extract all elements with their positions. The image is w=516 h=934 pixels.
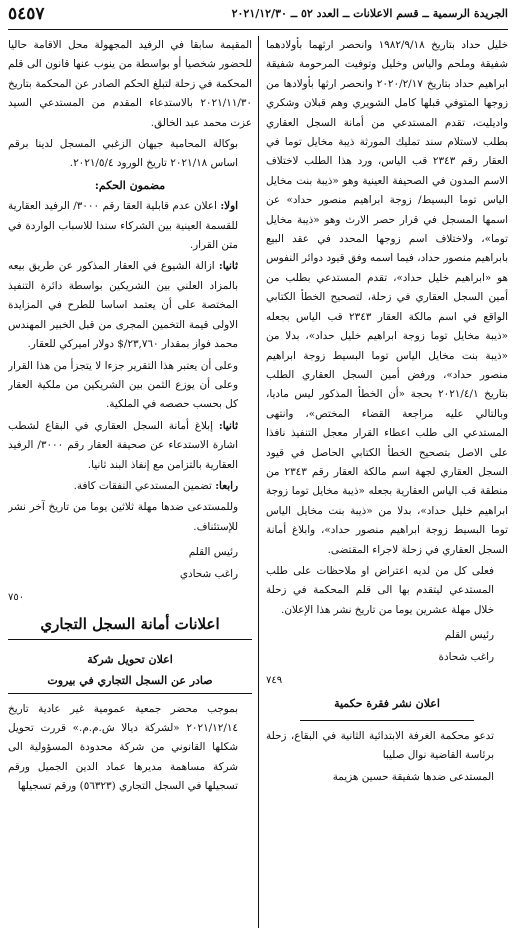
ruling-item-2-label: ثانيا: (218, 260, 238, 273)
company-conversion-title: اعلان تحويل شركة (87, 652, 173, 666)
right-signature-name: راغب شحادة (438, 650, 494, 663)
company-conversion-subtitle: صادر عن السجل التجاري في بيروت (8, 671, 252, 693)
column-divider (258, 36, 259, 928)
ruling-item-5 (8, 477, 252, 496)
right-signature-title: رئيس القلم (444, 629, 494, 642)
ruling-item-4 (8, 417, 252, 475)
notice-title-rule (300, 720, 474, 721)
right-paragraph-2: فعلى كل من لديه اعتراض او ملاحظات على طلب المستدعي ليتقدم بها الى قلم المحكمة في زحلة خلال مهلة عشرين يوما من تاريخ نشر هذا الإعلان. (266, 564, 494, 616)
left-paragraph-2: بوكالة المحامية جيهان الزغبي المسجل لدينا برقم اساس ٢٠٢١/١٨ تاريخ الورود ٢٠٢١/٥/٤. (8, 138, 238, 170)
page-number: ٥٤٥٧ (8, 4, 45, 24)
heading-rule (8, 639, 252, 640)
ruling-item-1-label: اولا: (220, 200, 238, 213)
header-title: الجريدة الرسمية ــ قسم الاعلانات ــ العدد ٥٢ ــ ٢٠٢١/١٢/٣٠ (231, 7, 508, 20)
ruling-item-4-text: إبلاغ أمانة السجل العقاري في البقاع لشطب اشارة الاستدعاء عن صحيفة العقار رقم ٣٠٠٠/ الرفيد العقارية بالتزامن مع إنفاذ البند ثانيا. (8, 419, 239, 471)
notice-number-749: ٧٤٩ (266, 675, 283, 686)
left-column (8, 36, 252, 926)
right-paragraph-1: خليل حداد بتاريخ ١٩٨٢/٩/١٨ وانحصر ارثهما بأولادهما شفيقة وملحم والياس وخليل وتوفيت المرحومة شفيقة ابراهيم حداد بتاريخ ٢٠٢٠/٢/١٧ وانحصر ارثها بأولادها من زوجها المتوفي قبلها كامل الشويري وهم قبلان وشكري واديليت، تقدم المستدعي من أمانة السجل العقاري بطلب لاستلام سند تمليك المورثة ذيبة مخايل توما في العقار رقم ٢٣٤٣ قب الياس، ورد هذا الطلب لاختلاف الاسم المدون في الصحيفة العينية وهو «ذيبة بنت مخايل الياس توما البسيط/ زوجة ابراهيم منصور حداد» عن اسمها المسجل في قرار حصر الارث وهو «ذيبة مخايل توما»، ولاختلاف اسم زوجها المحدد في عقد البيع بابراهيم منصور حداد، فيما اسمه وفق قيود دوائر النفوس هو «ابراهيم خليل حداد»، تقدم المستدعي بطلب من أمين السجل العقاري في زحلة، لتصحيح الخطأ الكتابي الواقع في اسم مالكة العقار ٢٣٤٣ قب الياس بجعله «ذيبة مخايل توما زوجة ابراهيم خليل حداد»، بدلا من «ذيبة بنت مخايل الياس توما البسيط زوجة ابراهيم منصور حداد»، ورفض أمين السجل العقاري الطلب بتاريخ ٢٠٢١/٤/١ بحجة «أن الخطأ المذكور ليس ماديا، وبالتالي عليه مراجعة القضاء المختص»، وانتهى المستدعي الى طلب اعطاء القرار معجل التنفيذ نافذا على الاصل بتصحيح الخطأ الكتابي الحاصل في قيود السجل العقاري لجهة اسم مالكة العقار رقم ٢٣٤٣ من منطقة قب الياس العقارية بجعله «ذيبة مخايل توما زوجة ابراهيم خليل حداد»، بدلا من «ذيبة بنت مخايل الياس توما البسيط زوجة ابراهيم منصور حداد»، وابلاغ أمانة السجل العقاري في زحلة لاجراء المقتضى. (266, 39, 508, 556)
ruling-item-6-text: وللمستدعى ضدها مهلة ثلاثين يوما من تاريخ آخر نشر للإستئناف. (8, 501, 238, 533)
ruling-item-2-text: ازالة الشيوع في العقار المذكور عن طريق بيعه بالمزاد العلني بين الشريكين بواسطة دائرة التنفيذ المختصة على أن يعتمد اساسا للطرح في المزايدة الاولى قيمة التخمين المجرى من قبل الخبير المهندس محمد فواز بمقدار ٢٣,٧٦٠/$ دولار اميركي للعقار. (8, 260, 238, 351)
page-header (8, 4, 508, 26)
ruling-item-1-text: اعلان عدم قابلية العقا رقم ٣٠٠٠/ الرفيد العقارية للقسمة العينية بين الشركاء سندا للاسباب الواردة في متن القرار. (8, 200, 238, 252)
ruling-item-5-text: تضمين المستدعي النفقات كافة. (73, 479, 216, 492)
left-signature-title: رئيس القلم (188, 546, 238, 559)
left-paragraph-1: المقيمة سابقا في الرفيد المجهولة محل الاقامة حاليا للحضور شخصيا أو بواسطة من ينوب عنها قانون الى قلم المحكمة في زحلة لتبلغ الحكم الصادر عن المحكمة بتاريخ ٢٠٢١/١١/٣٠ بالاستدعاء المقدم من المستدعي السيد عزت محمد عبد الخالق. (8, 39, 252, 129)
ruling-item-4-label: ثانيا: (218, 419, 238, 432)
notice-ruling-paragraph-2: المستدعى ضدها شفيقة حسين هزيمة (332, 770, 494, 783)
right-column (266, 36, 508, 926)
ruling-item-2 (8, 257, 252, 354)
header-rule (8, 29, 508, 30)
ruling-item-1 (8, 197, 252, 255)
ruling-item-3-text: وعلى أن يعتبر هذا التقرير جزءا لا يتجزأ من هذا القرار وعلى أن يوزع الثمن بين الشريكين من ملكية العقار كل بحسب حصصه في الملكية. (8, 359, 238, 411)
company-conversion-paragraph: بموجب محضر جمعية عمومية غير عادية تاريخ ٢٠٢١/١٢/١٤ «لشركة ديالا ش.م.م.» قررت تحويل شكلها القانوني من شركة محدودة المسؤولية الى شركة مساهمة مديرها عماد الدين الجميل ورقم تسجيلها في السجل التجاري (٥٦٣٢٣) ورقم تسجيلها (8, 702, 238, 793)
notice-ruling-title: اعلان نشر فقرة حكمية (334, 697, 440, 711)
ruling-title: مضمون الحكم: (94, 178, 166, 192)
notice-number-750: ٧٥٠ (8, 591, 25, 603)
left-signature-name: راغب شحادي (179, 567, 238, 580)
ruling-item-6 (8, 498, 252, 537)
notice-ruling-paragraph-1: تدعو محكمة الغرفة الابتدائية الثانية في البقاع، زحلة برئاسة القاضية نوال صليبا (266, 729, 494, 762)
ruling-item-3 (8, 357, 252, 415)
ruling-item-5-label: رابعا: (215, 479, 238, 492)
commercial-registry-heading: اعلانات أمانة السجل التجاري (40, 615, 220, 634)
